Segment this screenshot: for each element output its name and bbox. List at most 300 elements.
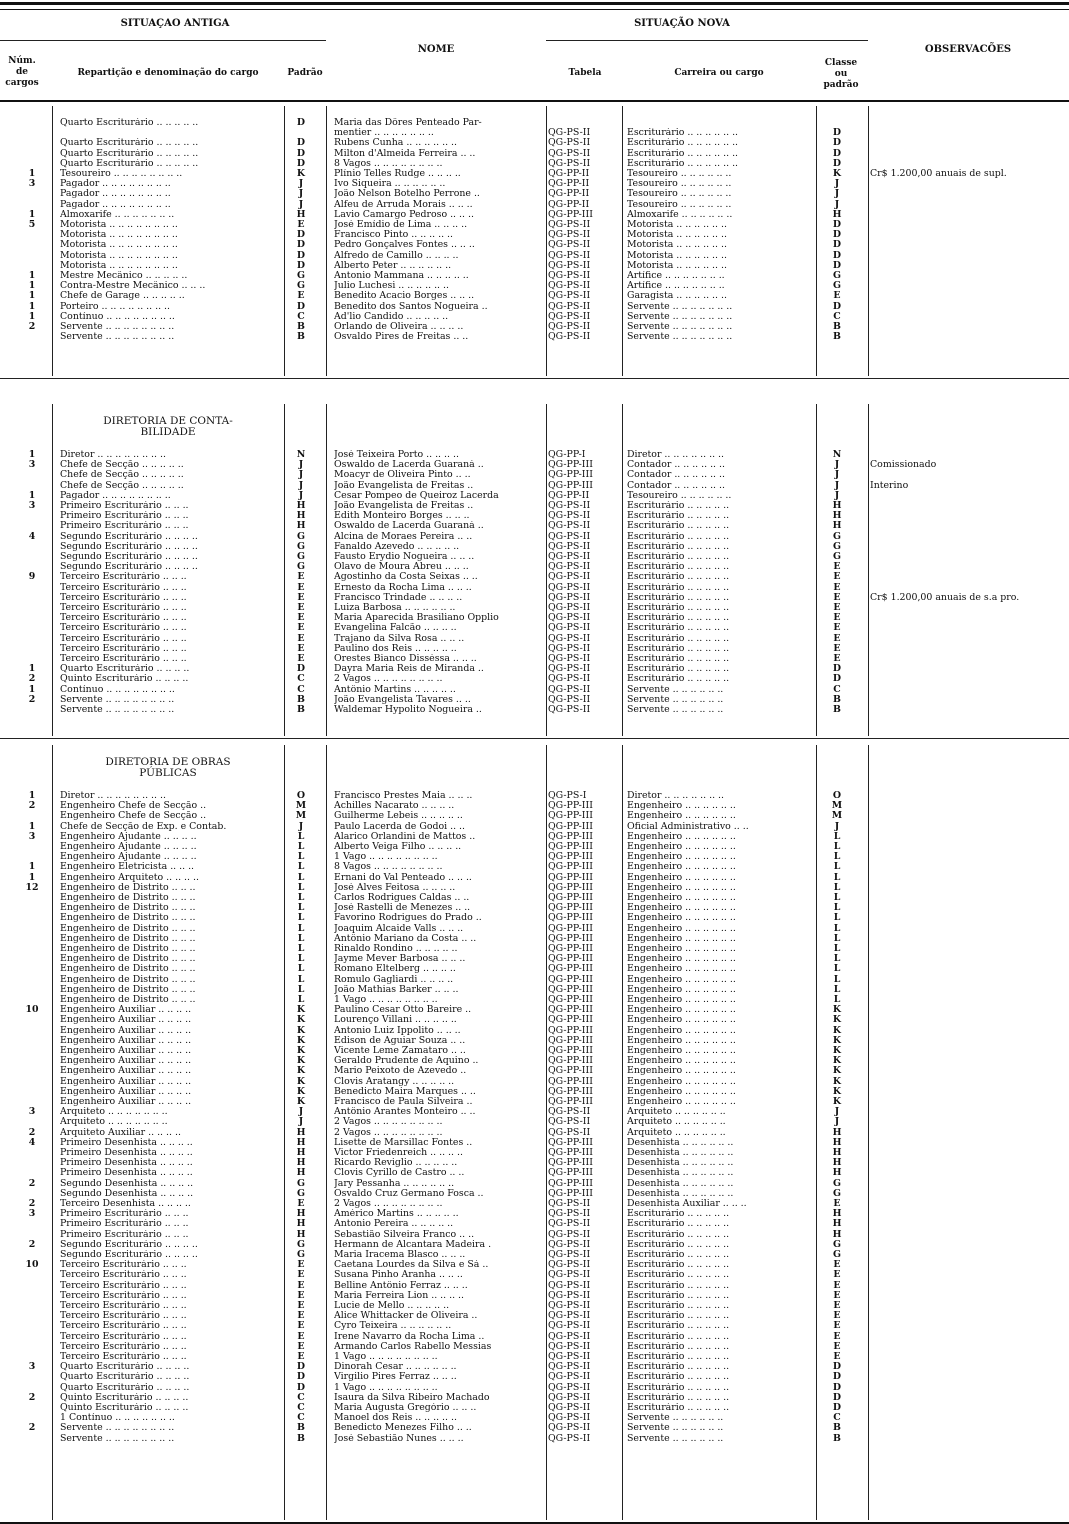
- cell-cls: D: [832, 250, 842, 261]
- cell-car: Engenheiro .. .. .. .. .. ..: [627, 1046, 736, 1056]
- cell-cargo: Engenheiro Arquiteto .. .. .. ..: [60, 872, 199, 883]
- cell-car: Escriturário .. .. .. .. ..: [627, 1270, 730, 1281]
- cell-nome: Geraldo Prudente de Aquino ..: [334, 1056, 479, 1067]
- cell-car: Motorista .. .. .. .. .. ..: [627, 220, 727, 230]
- cell-tab: QG-PP-III: [548, 872, 593, 883]
- cell-num: 1: [28, 281, 36, 292]
- header-rule-bottom: [0, 100, 1069, 102]
- table-row: [0, 169, 1069, 179]
- cell-pad: L: [297, 974, 305, 985]
- cell-cls: L: [833, 852, 841, 863]
- cell-cls: D: [832, 138, 842, 149]
- header-num-line1: Núm.: [8, 56, 36, 66]
- cell-car: Artífice .. .. .. .. .. .. ..: [627, 281, 725, 292]
- cell-car: Escriturário .. .. .. .. ..: [627, 643, 730, 654]
- cell-cargo: Engenheiro Eletricista .. .. ..: [60, 862, 195, 873]
- cell-cargo: Engenheiro Auxiliar .. .. .. ..: [60, 1005, 192, 1016]
- cell-pad: D: [296, 260, 306, 271]
- cell-pad: H: [296, 501, 306, 511]
- cell-cls: H: [832, 1158, 842, 1169]
- cell-pad: K: [296, 1015, 306, 1026]
- cell-cls: N: [832, 450, 842, 460]
- cell-car: Contador .. .. .. .. .. ..: [627, 470, 725, 481]
- cell-car: Escriturário .. .. .. .. ..: [627, 1321, 730, 1332]
- cell-car: Escriturário .. .. .. .. ..: [627, 572, 730, 583]
- cell-cargo: Servente .. .. .. .. .. .. .. ..: [60, 1423, 175, 1434]
- cell-car: Desenhista .. .. .. .. .. ..: [627, 1178, 734, 1189]
- cell-cargo: Quarto Escriturário .. .. .. ..: [60, 664, 190, 675]
- cell-pad: E: [297, 572, 305, 583]
- cell-cls: K: [832, 1066, 842, 1077]
- cell-cls: J: [834, 179, 840, 190]
- cell-num: 3: [28, 1209, 36, 1220]
- cell-cls: E: [833, 562, 841, 573]
- cell-pad: E: [297, 1311, 305, 1322]
- cell-cls: E: [833, 654, 841, 664]
- cell-cargo: Quarto Escriturário .. .. .. .. ..: [60, 148, 199, 159]
- cell-cls: B: [833, 1423, 841, 1434]
- cell-car: Contador .. .. .. .. .. ..: [627, 480, 725, 491]
- cell-car: Desenhista .. .. .. .. .. ..: [627, 1168, 734, 1179]
- table-row: [0, 995, 1069, 1005]
- table-row: [0, 1128, 1069, 1138]
- cell-nome: Pedro Gonçalves Fontes .. .. ..: [334, 240, 475, 251]
- cell-cls: M: [831, 811, 843, 822]
- table-row: [0, 1209, 1069, 1219]
- cell-nome: 1 Vago .. .. .. .. .. .. .. ..: [334, 1352, 438, 1362]
- table-row: [0, 1138, 1069, 1148]
- cell-car: Engenheiro .. .. .. .. .. ..: [627, 1056, 736, 1067]
- cell-pad: H: [296, 521, 306, 532]
- cell-tab: QG-PS-II: [548, 220, 591, 230]
- cell-car: Artífice .. .. .. .. .. .. ..: [627, 271, 725, 281]
- cell-cargo: Primeiro Escriturário .. .. ..: [60, 1229, 189, 1240]
- cell-nome: Fanaldo Azevedo .. .. .. .. ..: [334, 541, 460, 552]
- table-row: [0, 613, 1069, 623]
- cell-cargo: Terceiro Escriturário .. .. ..: [60, 1301, 187, 1311]
- cell-car: Escriturário .. .. .. .. ..: [627, 531, 730, 542]
- cell-pad: K: [296, 1035, 306, 1046]
- cell-obs: Cr$ 1.200,00 anuais de s.a pro.: [870, 592, 1020, 603]
- cell-cargo: Arquiteto Auxiliar .. .. .. ..: [60, 1127, 181, 1138]
- cell-pad: E: [297, 1341, 305, 1352]
- cell-cargo: Motorista .. .. .. .. .. .. .. ..: [60, 250, 178, 261]
- cell-tab: QG-PS-II: [548, 1250, 591, 1260]
- cell-car: Escriturário .. .. .. .. ..: [627, 1341, 730, 1352]
- cell-nome: Joaquim Alcaide Valls .. .. ..: [334, 923, 464, 934]
- cell-cls: L: [833, 964, 841, 975]
- cell-nome: Ivo Siqueira .. .. .. .. .. ..: [334, 179, 446, 190]
- cell-tab: QG-PP-III: [548, 1168, 593, 1179]
- table-row: [0, 1393, 1069, 1403]
- cell-tab: QG-PP-III: [548, 821, 593, 832]
- cell-car: Desenhista .. .. .. .. .. ..: [627, 1137, 734, 1148]
- cell-nome: Waldemar Hypolito Nogueira ..: [334, 705, 482, 715]
- cell-car: Arquiteto .. .. .. .. .. ..: [627, 1127, 726, 1138]
- cell-cls: G: [832, 281, 841, 292]
- cell-pad: E: [297, 613, 305, 624]
- cell-car: Servente .. .. .. .. .. ..: [627, 705, 724, 715]
- cell-pad: L: [297, 984, 305, 995]
- cell-nome: Alberto Peter .. .. .. .. .. ..: [334, 260, 452, 271]
- cell-car: Escriturário .. .. .. .. ..: [627, 521, 730, 532]
- cell-cargo: Pagador .. .. .. .. .. .. .. ..: [60, 199, 171, 210]
- cell-tab: QG-PP-III: [548, 1056, 593, 1067]
- cell-nome: Vicente Leme Zamataro .. ..: [334, 1046, 466, 1056]
- cell-tab: QG-PS-II: [548, 694, 591, 705]
- cell-nome: Lisette de Marsillac Fontes ..: [334, 1137, 473, 1148]
- cell-cls: D: [832, 301, 842, 312]
- table-row: [0, 1179, 1069, 1189]
- cell-pad: B: [297, 1433, 305, 1444]
- cell-nome: João Nelson Botelho Perrone ..: [334, 189, 480, 200]
- cell-pad: D: [296, 250, 306, 261]
- cell-num: 3: [28, 179, 36, 190]
- table-row: [0, 562, 1069, 572]
- cell-cargo: Almoxarife .. .. .. .. .. .. ..: [60, 209, 175, 220]
- cell-pad: E: [297, 603, 305, 613]
- cell-obs: Cr$ 1.200,00 anuais de supl.: [870, 169, 1007, 179]
- cell-nome: Francisco Pinto .. .. .. .. ..: [334, 230, 454, 241]
- cell-tab: QG-PS-II: [548, 311, 591, 322]
- cell-cargo: Terceiro Desenhista .. .. .. ..: [60, 1199, 191, 1209]
- cell-cargo: Pagador .. .. .. .. .. .. .. ..: [60, 179, 171, 190]
- cell-pad: M: [295, 801, 307, 812]
- cell-cargo: Engenheiro Auxiliar .. .. .. ..: [60, 1076, 192, 1087]
- cell-pad: H: [296, 1229, 306, 1240]
- table-row: [0, 332, 1069, 342]
- cell-nome: Plínio Telles Rudge .. .. .. ..: [334, 169, 461, 179]
- cell-num: 4: [28, 531, 36, 542]
- cell-pad: L: [297, 872, 305, 883]
- cell-nome: José Alves Feitosa .. .. .. ..: [334, 882, 456, 893]
- cell-cargo: Pagador .. .. .. .. .. .. .. ..: [60, 490, 171, 501]
- cell-car: Engenheiro .. .. .. .. .. ..: [627, 1035, 736, 1046]
- cell-tab: QG-PS-II: [548, 271, 591, 281]
- cell-car: Escriturário .. .. .. .. ..: [627, 603, 730, 613]
- cell-num: 1: [28, 169, 36, 179]
- cell-pad: L: [297, 831, 305, 842]
- cell-cls: L: [833, 954, 841, 965]
- cell-nome: Mario Peixoto de Azevedo ..: [334, 1066, 467, 1077]
- cell-tab: QG-PP-III: [548, 480, 593, 491]
- table-row: [0, 251, 1069, 261]
- cell-car: Escriturário .. .. .. .. ..: [627, 1260, 730, 1271]
- cell-pad: K: [296, 1056, 306, 1067]
- cell-num: 10: [25, 1260, 39, 1271]
- table-row: [0, 1270, 1069, 1280]
- cell-nome: Maria Aparecida Brasiliano Opplio: [334, 613, 499, 624]
- cell-nome: Alcina de Moraes Pereira .. ..: [334, 531, 473, 542]
- cell-cargo: Engenheiro de Distrito .. .. ..: [60, 933, 196, 944]
- section-title: PÚBLICAS: [139, 767, 197, 779]
- cell-tab: QG-PS-II: [548, 1117, 591, 1128]
- cell-pad: E: [297, 1352, 305, 1362]
- cell-num: 1: [28, 291, 36, 302]
- cell-tab: QG-PP-I: [548, 450, 586, 460]
- cell-car: Engenheiro .. .. .. .. .. ..: [627, 1076, 736, 1087]
- cell-car: Arquiteto .. .. .. .. .. ..: [627, 1107, 726, 1118]
- cell-cls: J: [834, 189, 840, 200]
- cell-pad: E: [297, 1321, 305, 1332]
- table-row: [0, 281, 1069, 291]
- cell-cargo: Servente .. .. .. .. .. .. .. ..: [60, 705, 175, 715]
- cell-cargo: Quarto Escriturário .. .. .. .. ..: [60, 118, 199, 128]
- cell-nome: Alfeu de Arruda Morais .. .. ..: [334, 199, 473, 210]
- cell-cls: E: [833, 1321, 841, 1332]
- table-row: [0, 832, 1069, 842]
- cell-pad: G: [296, 1188, 305, 1199]
- cell-cargo: Engenheiro Auxiliar .. .. .. ..: [60, 1086, 192, 1097]
- cell-cls: D: [832, 1382, 842, 1393]
- cell-nome: Hermann de Alcantara Madeira .: [334, 1239, 492, 1250]
- table-row: [0, 1148, 1069, 1158]
- cell-car: Engenheiro .. .. .. .. .. ..: [627, 954, 736, 965]
- cell-cargo: Engenheiro Auxiliar .. .. .. ..: [60, 1056, 192, 1067]
- cell-car: Motorista .. .. .. .. .. ..: [627, 250, 727, 261]
- cell-tab: QG-PS-II: [548, 684, 591, 695]
- cell-cargo: Chefe de Secção .. .. .. .. ..: [60, 480, 184, 491]
- cell-num: 2: [28, 322, 36, 332]
- header-classe-line2: ou: [834, 69, 848, 79]
- cell-nome: Rubens Cunha .. .. .. .. .. ..: [334, 138, 457, 149]
- cell-pad: D: [296, 138, 306, 149]
- cell-cargo: Terceiro Escriturário .. .. ..: [60, 1331, 187, 1342]
- cell-car: Escriturário .. .. .. .. ..: [627, 1209, 730, 1220]
- cell-nome: Oswaldo de Lacerda Guaraná ..: [334, 521, 484, 532]
- cell-cargo: Segundo Escriturário .. .. .. ..: [60, 531, 198, 542]
- cell-cls: H: [832, 1219, 842, 1230]
- cell-cls: J: [834, 821, 840, 832]
- cell-cls: H: [832, 1137, 842, 1148]
- cell-car: Motorista .. .. .. .. .. ..: [627, 240, 727, 251]
- cell-cls: E: [833, 1311, 841, 1322]
- cell-cls: G: [832, 1250, 841, 1260]
- cell-pad: H: [296, 1168, 306, 1179]
- cell-cargo: Engenheiro Ajudante .. .. .. ..: [60, 831, 197, 842]
- cell-nome: Américo Martins .. .. .. .. ..: [334, 1209, 459, 1220]
- cell-cls: E: [833, 1260, 841, 1271]
- cell-cargo: Terceiro Escriturário .. .. ..: [60, 633, 187, 644]
- cell-tab: QG-PS-II: [548, 1331, 591, 1342]
- cell-cls: K: [832, 1046, 842, 1056]
- cell-nome: Alfredo de Camillo .. .. .. ..: [334, 250, 459, 261]
- cell-car: Escriturário .. .. .. .. ..: [627, 623, 730, 634]
- cell-num: 2: [28, 1423, 36, 1434]
- cell-cargo: Contínuo .. .. .. .. .. .. .. ..: [60, 684, 175, 695]
- cell-cargo: Segundo Escriturário .. .. .. ..: [60, 562, 198, 573]
- cell-cargo: Engenheiro de Distrito .. .. ..: [60, 944, 196, 954]
- cell-cls: H: [832, 1229, 842, 1240]
- cell-cls: D: [832, 128, 842, 139]
- cell-pad: C: [297, 674, 305, 685]
- cell-nome: Clovis Cyrillo de Castro .. ..: [334, 1168, 465, 1179]
- cell-cls: E: [833, 623, 841, 634]
- cell-pad: L: [297, 944, 305, 954]
- cell-cargo: Primeiro Escriturário .. .. ..: [60, 1219, 189, 1230]
- cell-nome: Agostinho da Costa Seixas .. ..: [334, 572, 478, 583]
- cell-pad: G: [296, 1250, 305, 1260]
- cell-cls: J: [834, 1117, 840, 1128]
- cell-num: 3: [28, 831, 36, 842]
- cell-cargo: Contínuo .. .. .. .. .. .. .. ..: [60, 311, 175, 322]
- cell-cargo: Terceiro Escriturário .. .. ..: [60, 623, 187, 634]
- cell-tab: QG-PS-II: [548, 1239, 591, 1250]
- cell-nome: José Teixeira Porto .. .. .. ..: [334, 450, 459, 460]
- cell-cls: K: [832, 1076, 842, 1087]
- table-row: [0, 583, 1069, 593]
- cell-pad: J: [298, 490, 304, 501]
- cell-cargo: Engenheiro Chefe de Secção ..: [60, 811, 207, 822]
- cell-tab: QG-PP-II: [548, 189, 590, 200]
- cell-tab: QG-PS-II: [548, 291, 591, 302]
- cell-tab: QG-PP-III: [548, 923, 593, 934]
- cell-tab: QG-PP-III: [548, 1178, 593, 1189]
- cell-tab: QG-PS-II: [548, 260, 591, 271]
- table-row: [0, 954, 1069, 964]
- cell-tab: QG-PP-III: [548, 1097, 593, 1107]
- cell-tab: QG-PS-II: [548, 1321, 591, 1332]
- cell-nome: José Emídio de Lima .. .. .. ..: [334, 220, 468, 230]
- table-row: [0, 312, 1069, 322]
- cell-car: Escriturário .. .. .. .. ..: [627, 1301, 730, 1311]
- cell-car: Escriturário .. .. .. .. ..: [627, 501, 730, 511]
- cell-car: Escriturário .. .. .. .. ..: [627, 1229, 730, 1240]
- cell-tab: QG-PP-III: [548, 1086, 593, 1097]
- cell-car: Motorista .. .. .. .. .. ..: [627, 260, 727, 271]
- cell-cls: K: [832, 169, 842, 179]
- cell-cargo: Motorista .. .. .. .. .. .. .. ..: [60, 220, 178, 230]
- cell-tab: QG-PS-II: [548, 1260, 591, 1271]
- cell-car: Engenheiro .. .. .. .. .. ..: [627, 1066, 736, 1077]
- cell-tab: QG-PS-II: [548, 1270, 591, 1281]
- cell-tab: QG-PS-II: [548, 281, 591, 292]
- cell-nome: Ricardo Reviglio .. .. .. .. ..: [334, 1158, 458, 1169]
- cell-pad: J: [298, 199, 304, 210]
- table-row: [0, 1301, 1069, 1311]
- cell-nome: Sebastião Silveira Franco .. ..: [334, 1229, 475, 1240]
- table-row: [0, 1413, 1069, 1423]
- cell-car: Escriturário .. .. .. .. ..: [627, 1311, 730, 1322]
- cell-car: Contador .. .. .. .. .. ..: [627, 460, 725, 471]
- cell-nome: Francisco Trindade .. .. .. ..: [334, 592, 463, 603]
- cell-cls: L: [833, 974, 841, 985]
- cell-pad: E: [297, 1199, 305, 1209]
- cell-nome: Milton d'Almeida Ferreira .. ..: [334, 148, 476, 159]
- cell-num: 1: [28, 821, 36, 832]
- cell-pad: K: [296, 1046, 306, 1056]
- cell-pad: E: [297, 643, 305, 654]
- header-num-cargos: [0, 56, 44, 89]
- header-situacao-antiga: SITUAÇAO ANTIGA: [120, 18, 230, 29]
- cell-car: Engenheiro .. .. .. .. .. ..: [627, 903, 736, 914]
- cell-car: Engenheiro .. .. .. .. .. ..: [627, 944, 736, 954]
- cell-num: 1: [28, 664, 36, 675]
- cell-tab: QG-PP-III: [548, 842, 593, 852]
- cell-tab: QG-PS-II: [548, 240, 591, 251]
- cell-cls: L: [833, 984, 841, 995]
- cell-tab: QG-PS-II: [548, 654, 591, 664]
- cell-tab: QG-PP-III: [548, 460, 593, 471]
- section-title: DIRETORIA DE CONTA-: [103, 415, 233, 427]
- cell-cls: B: [833, 322, 841, 332]
- table-row: [0, 200, 1069, 210]
- table-row: [0, 118, 1069, 128]
- table-row: [0, 644, 1069, 654]
- table-row: [0, 159, 1069, 169]
- cell-car: Escriturário .. .. .. .. ..: [627, 582, 730, 593]
- cell-car: Escriturário .. .. .. .. ..: [627, 541, 730, 552]
- cell-tab: QG-PS-II: [548, 572, 591, 583]
- cell-cargo: Quinto Escriturário .. .. .. ..: [60, 1392, 189, 1403]
- cell-cls: M: [831, 801, 843, 812]
- cell-car: Servente .. .. .. .. .. ..: [627, 1413, 724, 1424]
- cell-cargo: Engenheiro Ajudante .. .. .. ..: [60, 852, 197, 863]
- cell-tab: QG-PS-II: [548, 501, 591, 511]
- cell-tab: QG-PS-II: [548, 541, 591, 552]
- cell-pad: J: [298, 179, 304, 190]
- cell-nome: Ad'lio Candido .. .. .. .. ..: [334, 311, 449, 322]
- cell-cls: E: [833, 633, 841, 644]
- cell-car: Almoxarife .. .. .. .. .. ..: [627, 209, 733, 220]
- cell-cls: H: [832, 1168, 842, 1179]
- cell-cargo: Terceiro Escriturário .. .. ..: [60, 1321, 187, 1332]
- cell-tab: QG-PP-III: [548, 1158, 593, 1169]
- cell-tab: QG-PS-II: [548, 1362, 591, 1373]
- cell-car: Engenheiro .. .. .. .. .. ..: [627, 913, 736, 924]
- cell-cls: E: [833, 603, 841, 613]
- cell-cls: J: [834, 460, 840, 471]
- cell-tab: QG-PS-II: [548, 148, 591, 159]
- cell-nome: Alice Whittacker de Oliveira ..: [334, 1311, 478, 1322]
- cell-nome: Irene Navarro da Rocha Lima ..: [334, 1331, 485, 1342]
- cell-pad: C: [297, 1392, 305, 1403]
- cell-car: Engenheiro .. .. .. .. .. ..: [627, 974, 736, 985]
- cell-pad: B: [297, 322, 305, 332]
- cell-car: Escriturário .. .. .. .. .. ..: [627, 138, 739, 149]
- cell-tab: QG-PS-II: [548, 705, 591, 715]
- cell-pad: J: [298, 1107, 304, 1118]
- table-row: [0, 481, 1069, 491]
- cell-car: Escriturário .. .. .. .. ..: [627, 1362, 730, 1373]
- cell-cls: L: [833, 913, 841, 924]
- cell-car: Servente .. .. .. .. .. .. ..: [627, 301, 733, 312]
- table-row: [0, 1250, 1069, 1260]
- cell-cargo: Chefe de Secção .. .. .. .. ..: [60, 460, 184, 471]
- table-row: [0, 1423, 1069, 1433]
- table-row: [0, 985, 1069, 995]
- cell-cls: L: [833, 903, 841, 914]
- cell-cls: D: [832, 220, 842, 230]
- cell-nome: João Evangelista Tavares .. ..: [334, 694, 471, 705]
- cell-pad: H: [296, 1137, 306, 1148]
- cell-pad: H: [296, 1148, 306, 1158]
- cell-car: Engenheiro .. .. .. .. .. ..: [627, 1086, 736, 1097]
- cell-pad: J: [298, 189, 304, 200]
- table-row: [0, 1332, 1069, 1342]
- table-row: [0, 1230, 1069, 1240]
- cell-car: Escriturário .. .. .. .. ..: [627, 654, 730, 664]
- cell-car: Desenhista .. .. .. .. .. ..: [627, 1148, 734, 1158]
- cell-nome: Virgilio Pires Ferraz .. .. ..: [334, 1372, 457, 1383]
- cell-nome: Manoel dos Reis .. .. .. .. ..: [334, 1413, 457, 1424]
- cell-cls: E: [833, 1341, 841, 1352]
- cell-tab: QG-PS-II: [548, 128, 591, 139]
- cell-tab: QG-PS-II: [548, 1127, 591, 1138]
- cell-cargo: Chefe de Secção de Exp. e Contab.: [60, 821, 227, 832]
- table-row: [0, 138, 1069, 148]
- cell-cls: J: [834, 470, 840, 481]
